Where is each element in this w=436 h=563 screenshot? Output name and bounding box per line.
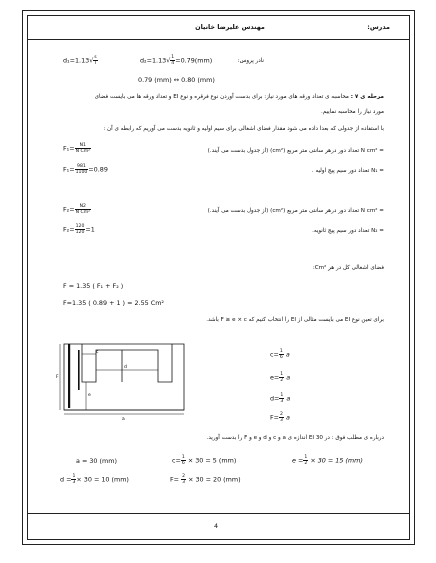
example-text: درباره ی مطلب فوق : در EI 30 اندازه ی a و c و d و e و F را بدست آورید. <box>206 435 384 441</box>
total-formula-numeric: F=1.35 ( 0.89 + 1 ) = 2.55 Cm² <box>63 299 164 307</box>
step7-line2: مورد نیاز را محاسبه نماییم. <box>320 109 384 115</box>
diameter-range: 0.79 (mm) ↔ 0.80 (mm) <box>138 76 215 84</box>
result-d: d = $\frac{1}{3}$ × 30 = 10 (mm) <box>60 474 129 485</box>
f1-desc1: = N cm² تعداد دور درهر سانتی متر مربع (cm²) (از جدول بدست می آیند.) <box>207 148 384 154</box>
ratio-d: d= $\frac{1}{3}$ a <box>270 393 291 404</box>
instructor-label: مدرس: <box>367 23 390 31</box>
total-formula: F = 1.35 ( F₁ + F₂ ) <box>63 282 124 290</box>
f2-formula: F₂= $\frac{N2}{\text{N Cm²}}$ <box>63 204 91 215</box>
ratio-c: c= $\frac{1}{6}$ a <box>270 349 290 360</box>
ratio-e: e= $\frac{1}{2}$ a <box>270 372 291 383</box>
f2-desc1: = N cm² تعداد دور درهر سانتی متر مربع (cm²) (از جدول بدست می آیند.) <box>207 208 384 214</box>
step7-title: مرحله ی ۷ : <box>350 94 384 100</box>
formula-d2: d₂=1.13√ $\frac{1}{4}$ =0.79(mm) <box>140 55 213 66</box>
page-number: 4 <box>214 522 219 530</box>
dim-e-label: e <box>88 393 91 398</box>
instructor-name: مهندس علیرضا خانیان <box>195 23 265 31</box>
ei-selection-text: برای تعین نوع EI می بایست مثالی از EI را انتخاب کنیم که F ≥ e × c باشد. <box>206 317 384 323</box>
f2-formula-numeric: F₂= $\frac{120}{120}$ =1 <box>63 224 95 235</box>
formula-d1: d₁=1.13√ $\frac{s}{I}$ <box>63 55 97 66</box>
result-c: c= $\frac{1}{6}$ × 30 = 5 (mm) <box>172 455 237 466</box>
f1-formula-numeric: F₁= $\frac{981}{1100}$ =0.89 <box>63 164 108 175</box>
ei-core-diagram <box>56 336 198 420</box>
total-space-label: فضای اشغالی کل در هر Cm²: <box>312 265 384 271</box>
footer-divider <box>27 513 410 514</box>
f1-desc2: = N₁ تعداد دور سیم پیچ اولیه . <box>311 168 384 174</box>
table-label: نادر پروس: <box>237 58 264 64</box>
dim-F-label: F <box>56 375 59 380</box>
f2-desc2: = N₂ تعداد دور سیم پیچ ثانویه. <box>312 228 384 234</box>
dim-d-label: d <box>124 365 127 370</box>
f1-formula: F₁= $\frac{N1}{\text{N Cm²}}$ <box>63 143 91 154</box>
result-a: a = 30 (mm) <box>76 457 117 465</box>
dim-c-label: c <box>96 350 99 355</box>
result-e: e = $\frac{1}{2}$ × 30 = 15 (mm) <box>292 455 363 466</box>
header-divider <box>27 39 410 40</box>
result-F: F= $\frac{2}{3}$ × 30 = 20 (mm) <box>170 474 241 485</box>
intro-text: با استفاده از جدولی که بعدا داده می شود مقدار فضای اشغالی برای سیم اولیه و ثانویه بدست می آوریم که رابطه ی آن : <box>103 126 384 132</box>
step7-line1: مرحله ی ۷ : محاسبه ی تعداد ورقه های مورد نیاز: برای بدست آوردن نوع فرقره و نوع EI و تعداد ورقه ها می بایست فضای <box>94 94 384 100</box>
dim-a-label: a <box>122 417 125 420</box>
ratio-F: F= $\frac{2}{3}$ a <box>270 412 290 423</box>
